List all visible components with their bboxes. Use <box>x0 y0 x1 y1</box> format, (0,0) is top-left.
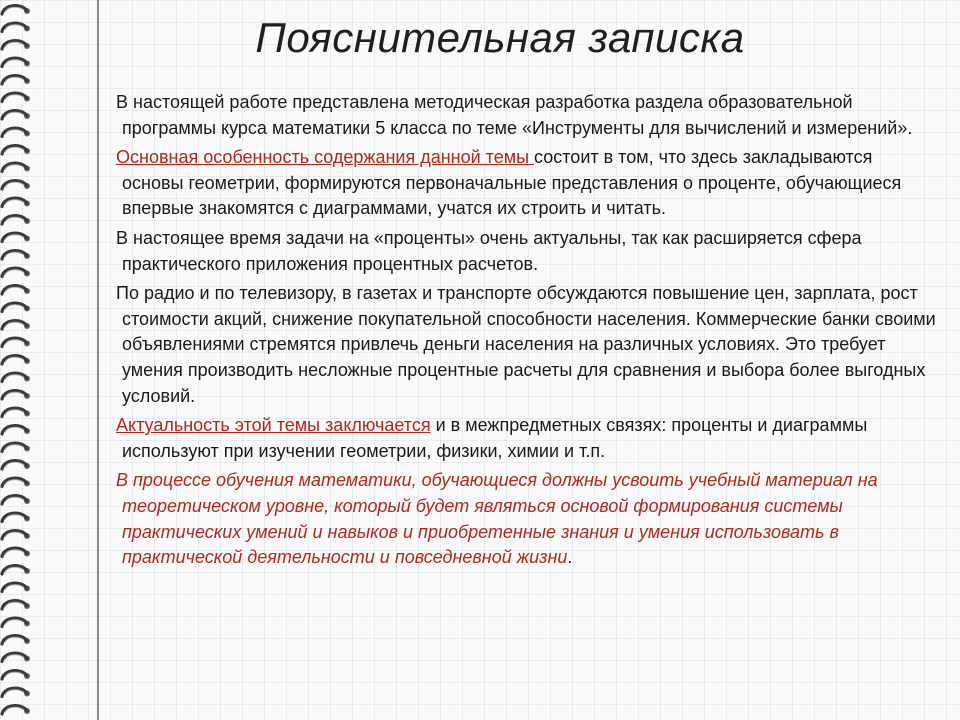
paragraph-text: состоит в том, что здесь закладываются основы геометрии, формируются первоначальные представления о проценте, обучающиеся впервые знакомятся с диаграммами, учатся их строить и читать. <box>122 147 902 219</box>
conclusion-text: В процессе обучения математики, обучающиеся должны усвоить учебный материал на теоретическом уровне, который будет являться основой формирования системы практических умений и навыков и приобретенные знания и умения использовать в практической деятельности и повседневной жизни <box>116 470 878 568</box>
paragraph-text: В настоящее время задачи на «проценты» очень актуальны, так как расширяется сфера практического приложения процентных расчетов. <box>116 227 862 274</box>
spiral-ring <box>2 566 30 574</box>
spiral-ring <box>2 461 30 469</box>
spiral-ring <box>2 251 30 259</box>
spiral-ring <box>2 338 30 346</box>
spiral-ring <box>2 146 30 154</box>
spiral-ring <box>2 6 30 14</box>
spiral-ring <box>2 76 30 84</box>
spiral-ring <box>2 618 30 626</box>
feature-link[interactable]: Основная особенность содержания данной темы <box>116 147 535 168</box>
spiral-ring <box>2 111 30 119</box>
spiral-ring <box>2 688 30 696</box>
paragraph-media <box>116 281 936 409</box>
spiral-ring <box>2 671 30 679</box>
paragraph-intro <box>116 90 936 141</box>
page-title: Пояснительная записка <box>255 14 745 61</box>
note-body <box>116 90 936 575</box>
paragraph-text: и в межпредметных связях: проценты и диаграммы используют при изучении геометрии, физики, химии и т.п. <box>122 415 868 461</box>
spiral-ring <box>2 233 30 241</box>
spiral-ring <box>2 478 30 486</box>
spiral-ring <box>2 303 30 311</box>
spiral-ring <box>2 268 30 276</box>
spiral-ring <box>2 373 30 381</box>
paragraph-conclusion <box>116 468 936 570</box>
spiral-ring <box>2 426 30 434</box>
spiral-ring <box>2 496 30 504</box>
spiral-ring <box>2 653 30 661</box>
margin-line <box>97 0 99 720</box>
spiral-ring <box>2 583 30 591</box>
spiral-ring <box>2 163 30 171</box>
relevance-link[interactable]: Актуальность этой темы заключается <box>116 415 431 436</box>
spiral-ring <box>2 93 30 101</box>
spiral-ring <box>2 391 30 399</box>
spiral-ring <box>2 321 30 329</box>
paragraph-relevance <box>116 226 936 277</box>
spiral-ring <box>2 513 30 521</box>
spiral-binding <box>0 0 40 720</box>
paragraph-text: В настоящей работе представлена методическая разработка раздела образовательной программы курса математики 5 класса по теме «Инструменты для вычислений и измерений». <box>116 92 913 138</box>
spiral-ring <box>2 601 30 609</box>
spiral-ring <box>2 181 30 189</box>
spiral-ring <box>2 443 30 451</box>
spiral-ring <box>2 198 30 206</box>
conclusion-period: . <box>567 547 573 568</box>
spiral-ring <box>2 408 30 416</box>
spiral-ring <box>2 548 30 556</box>
spiral-ring <box>2 356 30 364</box>
paragraph-text: По радио и по телевизору, в газетах и транспорте обсуждаются повышение цен, зарплата, рост стоимости акций, снижение покупательной способности населения. Коммерческие банки своими объявлениями стремятся привлечь деньги населения на различных условиях. Это требует умения производить несложные процентные расчеты для сравнения и выбора более выгодных условий. <box>116 283 936 406</box>
spiral-ring <box>2 128 30 136</box>
spiral-ring <box>2 216 30 224</box>
paragraph-interdisciplinary <box>116 413 936 464</box>
spiral-ring <box>2 286 30 294</box>
spiral-ring <box>2 636 30 644</box>
spiral-ring <box>2 706 30 714</box>
paragraph-feature <box>116 145 936 222</box>
spiral-ring <box>2 531 30 539</box>
